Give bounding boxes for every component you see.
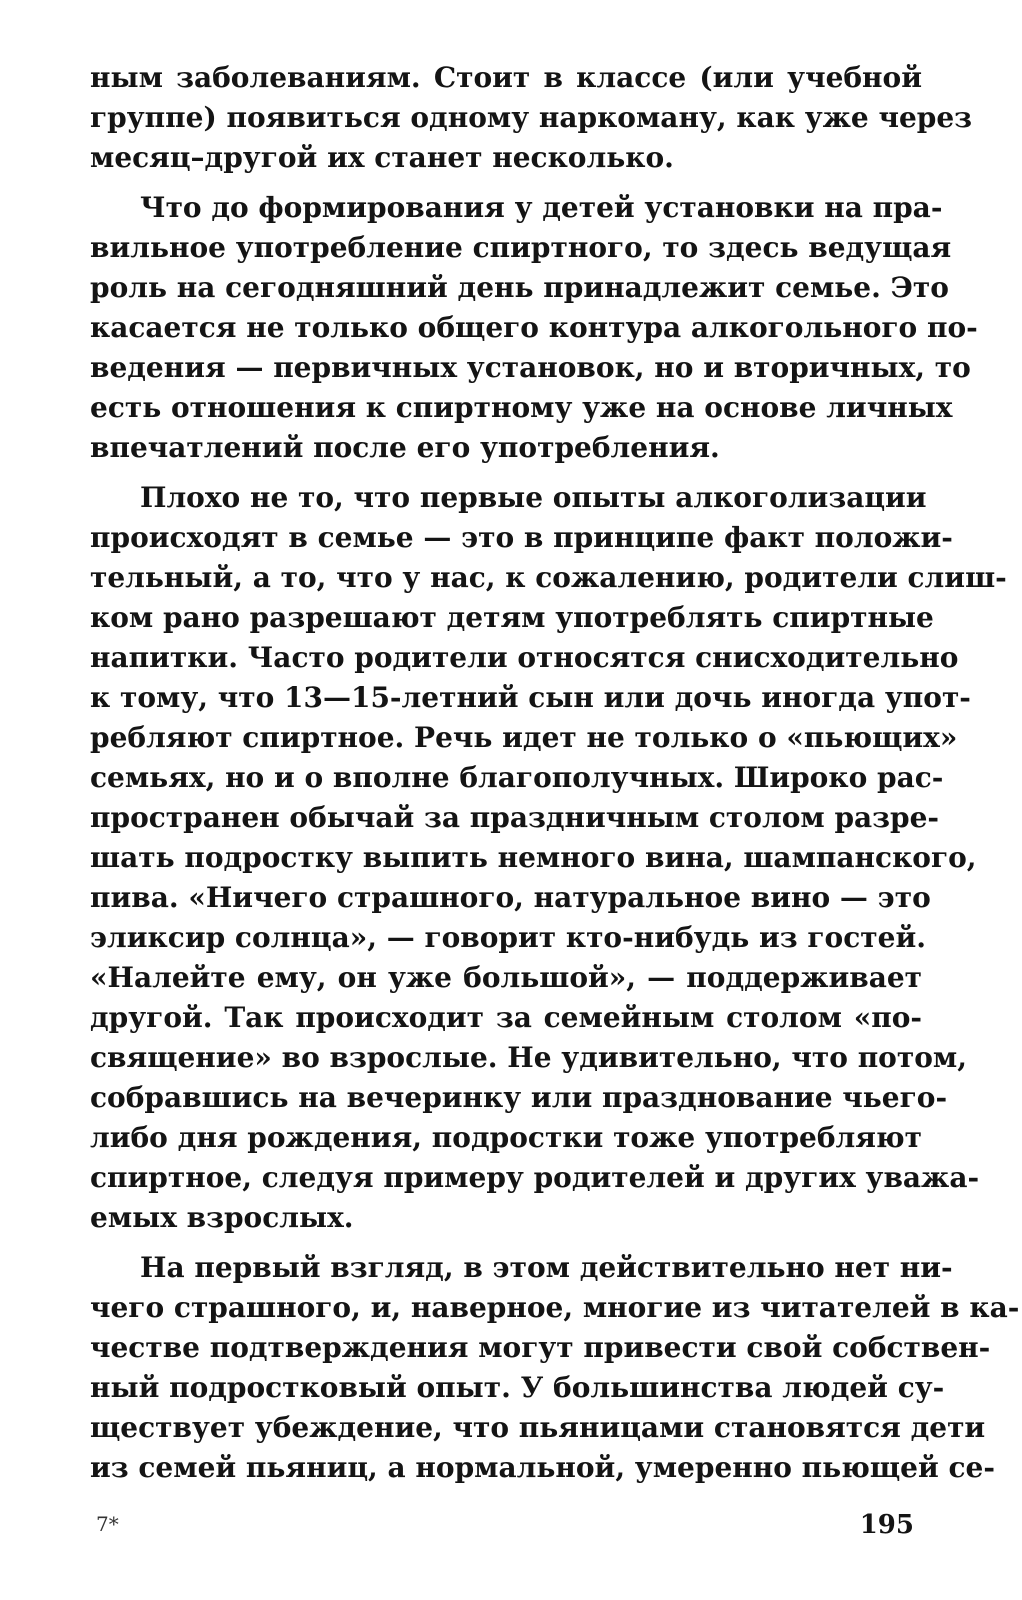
- text-line: «Налейте ему, он уже большой», — поддерживает: [90, 961, 922, 994]
- text-line: священие» во взрослые. Не удивительно, что потом,: [90, 1041, 967, 1074]
- text-line: вильное употребление спиртного, то здесь ведущая: [90, 231, 952, 264]
- paragraph: [90, 188, 978, 468]
- text-line: Что до формирования у детей установки на пра-: [140, 191, 943, 224]
- text-line: ществует убеждение, что пьяницами становятся дети: [90, 1411, 986, 1444]
- text-line: роль на сегодняшний день принадлежит семье. Это: [90, 271, 949, 304]
- paragraph-gap: [90, 1238, 922, 1248]
- text-line: На первый взгляд, в этом действительно нет ни-: [140, 1251, 953, 1284]
- text-line: Плохо не то, что первые опыты алкоголизации: [140, 481, 927, 514]
- text-line: касается не только общего контура алкогольного по-: [90, 311, 978, 344]
- text-line: собравшись на вечеринку или празднование чьего-: [90, 1081, 948, 1114]
- text-line: ком рано разрешают детям употреблять спиртные: [90, 601, 934, 634]
- text-line: либо дня рождения, подростки тоже употребляют: [90, 1121, 922, 1154]
- text-line: ный подростковый опыт. У большинства людей су-: [90, 1371, 945, 1404]
- text-line: спиртное, следуя примеру родителей и других уважа-: [90, 1161, 980, 1194]
- paragraph: [90, 58, 973, 178]
- text-line: напитки. Часто родители относятся снисходительно: [90, 641, 959, 674]
- text-line: ведения — первичных установок, но и вторичных, то: [90, 351, 971, 384]
- text-line: семьях, но и о вполне благополучных. Широко рас-: [90, 761, 944, 794]
- page-number: 195: [859, 1510, 914, 1540]
- text-line: честве подтверждения могут привести свой собствен-: [90, 1331, 991, 1364]
- text-line: чего страшного, и, наверное, многие из читателей в ка-: [90, 1291, 1020, 1324]
- text-line: эликсир солнца», — говорит кто-нибудь из гостей.: [90, 921, 926, 954]
- text-line: пространен обычай за праздничным столом разре-: [90, 801, 940, 834]
- text-line: емых взрослых.: [90, 1201, 354, 1234]
- text-line: к тому, что 13—15-летний сын или дочь иногда упот-: [90, 681, 971, 714]
- text-line: месяц–другой их станет несколько.: [90, 141, 674, 174]
- signature-mark: 7*: [96, 1512, 119, 1536]
- text-line: группе) появиться одному наркоману, как уже через: [90, 101, 973, 134]
- text-line: происходят в семье — это в принципе факт положи-: [90, 521, 953, 554]
- text-line: тельный, а то, что у нас, к сожалению, родители слиш-: [90, 561, 1007, 594]
- text-line: есть отношения к спиртному уже на основе личных: [90, 391, 953, 424]
- paragraph: [90, 1248, 1020, 1488]
- text-line: из семей пьяниц, а нормальной, умеренно пьющей се-: [90, 1451, 995, 1484]
- paragraph-gap: [90, 178, 922, 188]
- text-line: ребляют спиртное. Речь идет не только о «пьющих»: [90, 721, 958, 754]
- paragraph: [90, 478, 1007, 1238]
- text-line: другой. Так происходит за семейным столом «по-: [90, 1001, 922, 1034]
- text-line: пива. «Ничего страшного, натуральное вино — это: [90, 881, 931, 914]
- text-line: шать подростку выпить немного вина, шампанского,: [90, 841, 977, 874]
- body-text: [90, 58, 1020, 1488]
- paragraph-gap: [90, 468, 922, 478]
- text-line: ным заболеваниям. Стоит в классе (или учебной: [90, 61, 922, 94]
- text-line: впечатлений после его употребления.: [90, 431, 720, 464]
